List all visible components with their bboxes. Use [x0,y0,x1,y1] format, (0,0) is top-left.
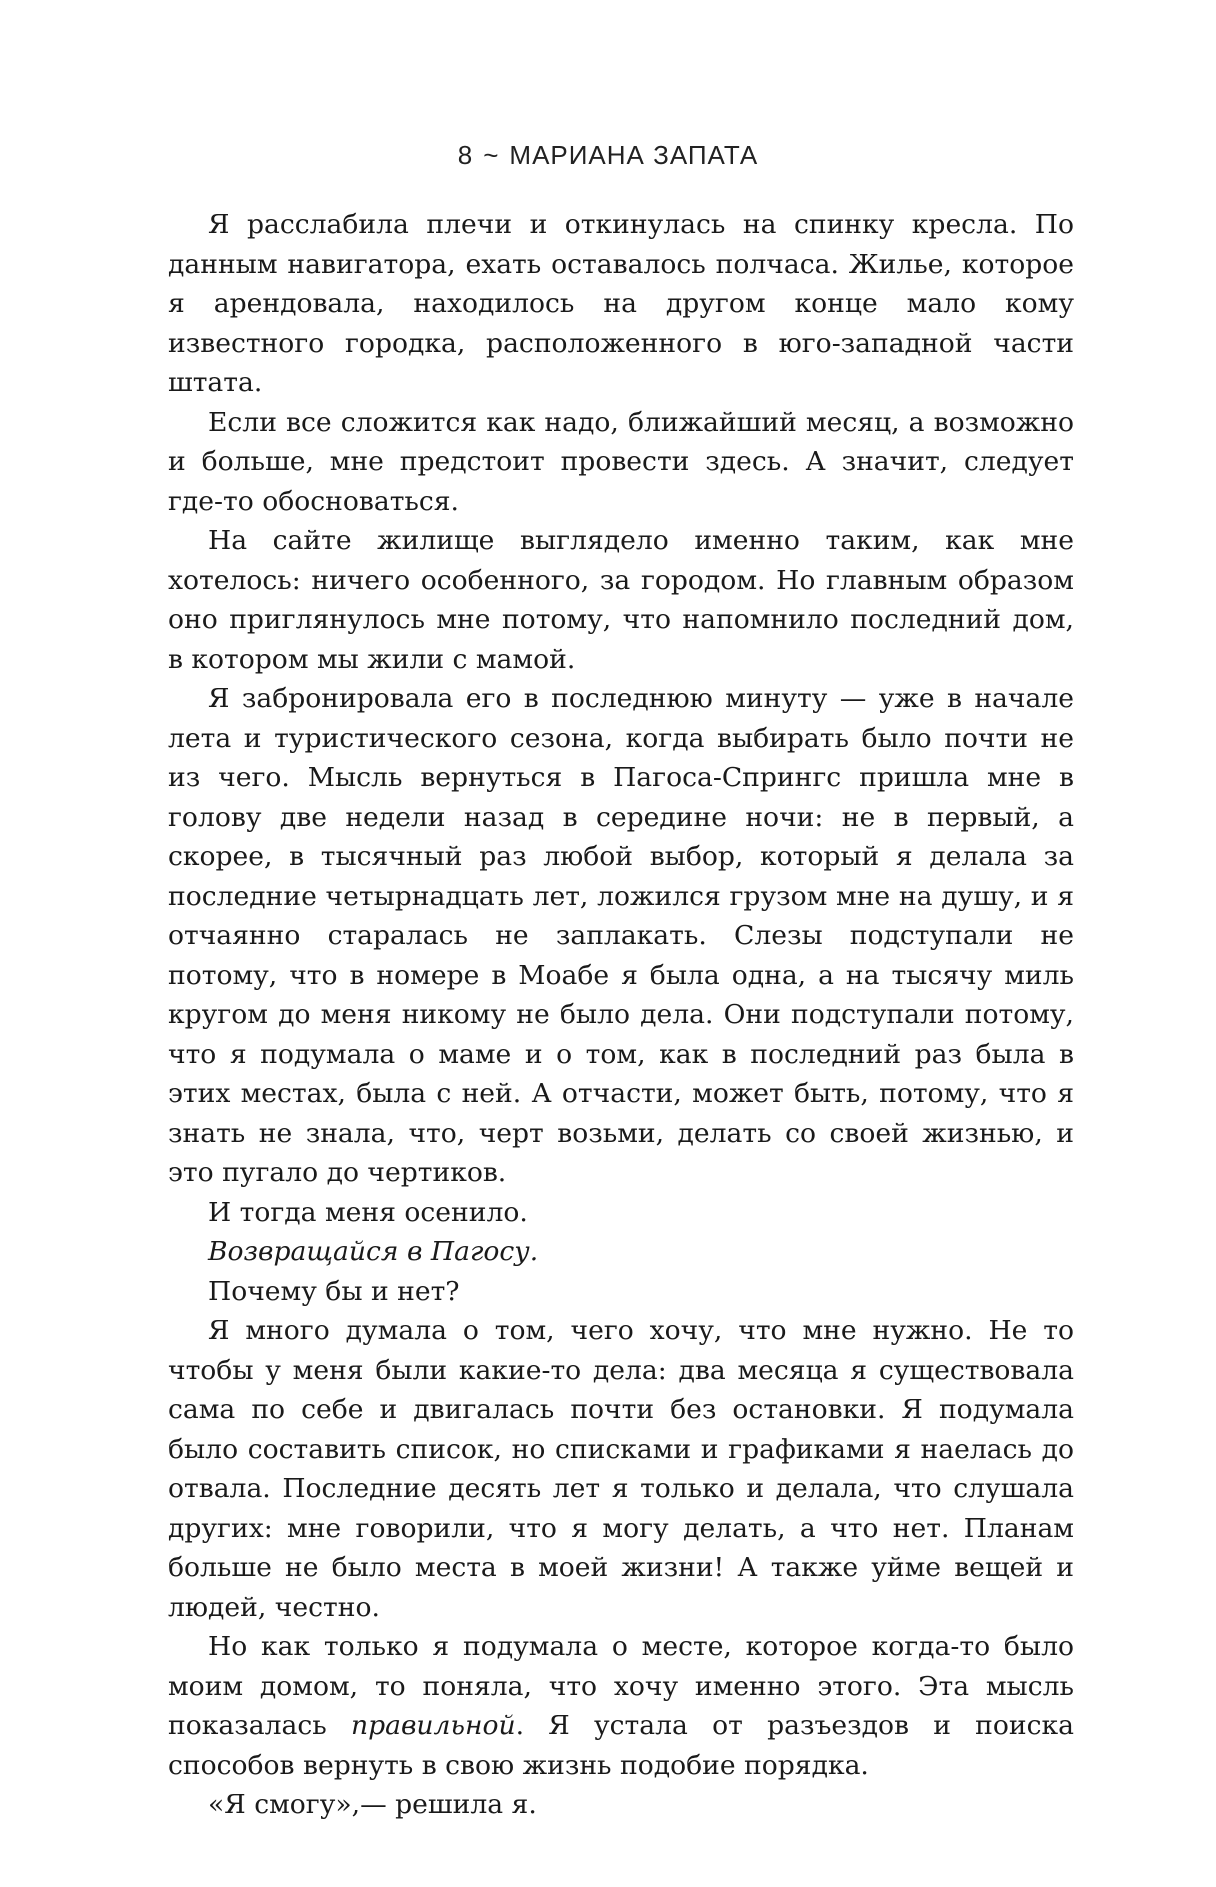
paragraph: Если все сложится как надо, ближайший месяц, а возможно и больше, мне предстоит провести здесь. А значит, следует где-то обосноваться. [168,406,1074,517]
paragraph: «Я смогу»,— решила я. [208,1789,537,1820]
paragraph: Я много думала о том, чего хочу, что мне нужно. Не то чтобы у меня были какие-то дела: два месяца я существовала сама по себе и двигалась почти без остановки. Я подумала было составить список, но списками и графиками я наелась до отвала. Последние десять лет я только и делала, что слушала других: мне говорили, что я могу делать, а что нет. Планам больше не было места в моей жизни! А также уйме вещей и людей, честно. [168,1315,1074,1623]
body-text [168,205,1074,1825]
paragraph: Я забронировала его в последнюю минуту — уже в начале лета и туристического сезона, когда выбирать было почти не из чего. Мысль вернуться в Пагоса-Спрингс пришла мне в голову две недели назад в середине ночи: не в первый, а скорее, в тысячный раз любой выбор, который я делала за последние четырнадцать лет, ложился грузом мне на душу, и я отчаянно старалась не заплакать. Слезы подступали не потому, что в номере в Моабе я была одна, а на тысячу миль кругом до меня никому не было дела. Они подступали потому, что я подумала о маме и о том, как в последний раз была в этих местах, была с ней. А отчасти, может быть, потому, что я знать не знала, что, черт возьми, делать со своей жизнью, и это пугало до чертиков. [168,683,1074,1188]
paragraph-text-after: . Я устала от разъездов и поиска способов вернуть в свою жизнь подобие порядка. [168,1710,1074,1781]
paragraph: Почему бы и нет? [208,1275,460,1307]
paragraph [168,1627,1074,1785]
paragraph-text-before: Но как только я подумала о месте, которое когда-то было моим домом, то поняла, что хочу именно этого. Эта мысль показалась [168,1631,1074,1741]
paragraph-italic [168,1232,1074,1272]
paragraph: И тогда меня осенило. [208,1196,528,1228]
paragraph: На сайте жилище выглядело именно таким, как мне хотелось: ничего особенного, за городом. Но главным образом оно приглянулось мне потому, что напомнило последний дом, в котором мы жили с мамой. [168,525,1074,675]
running-head [0,140,1216,171]
header-separator: ~ [483,140,500,170]
italic-thought: Возвращайся в Пагосу. [208,1236,539,1267]
author-name: МАРИАНА ЗАПАТА [509,140,759,170]
paragraph: Я расслабила плечи и откинулась на спинку кресла. По данным навигатора, ехать оставалось полчаса. Жилье, которое я арендовала, находилось на другом конце мало кому известного городка, расположенного в юго-западной части штата. [168,209,1074,398]
page-number: 8 [457,140,474,170]
emphasized-word: правильной [350,1710,516,1741]
